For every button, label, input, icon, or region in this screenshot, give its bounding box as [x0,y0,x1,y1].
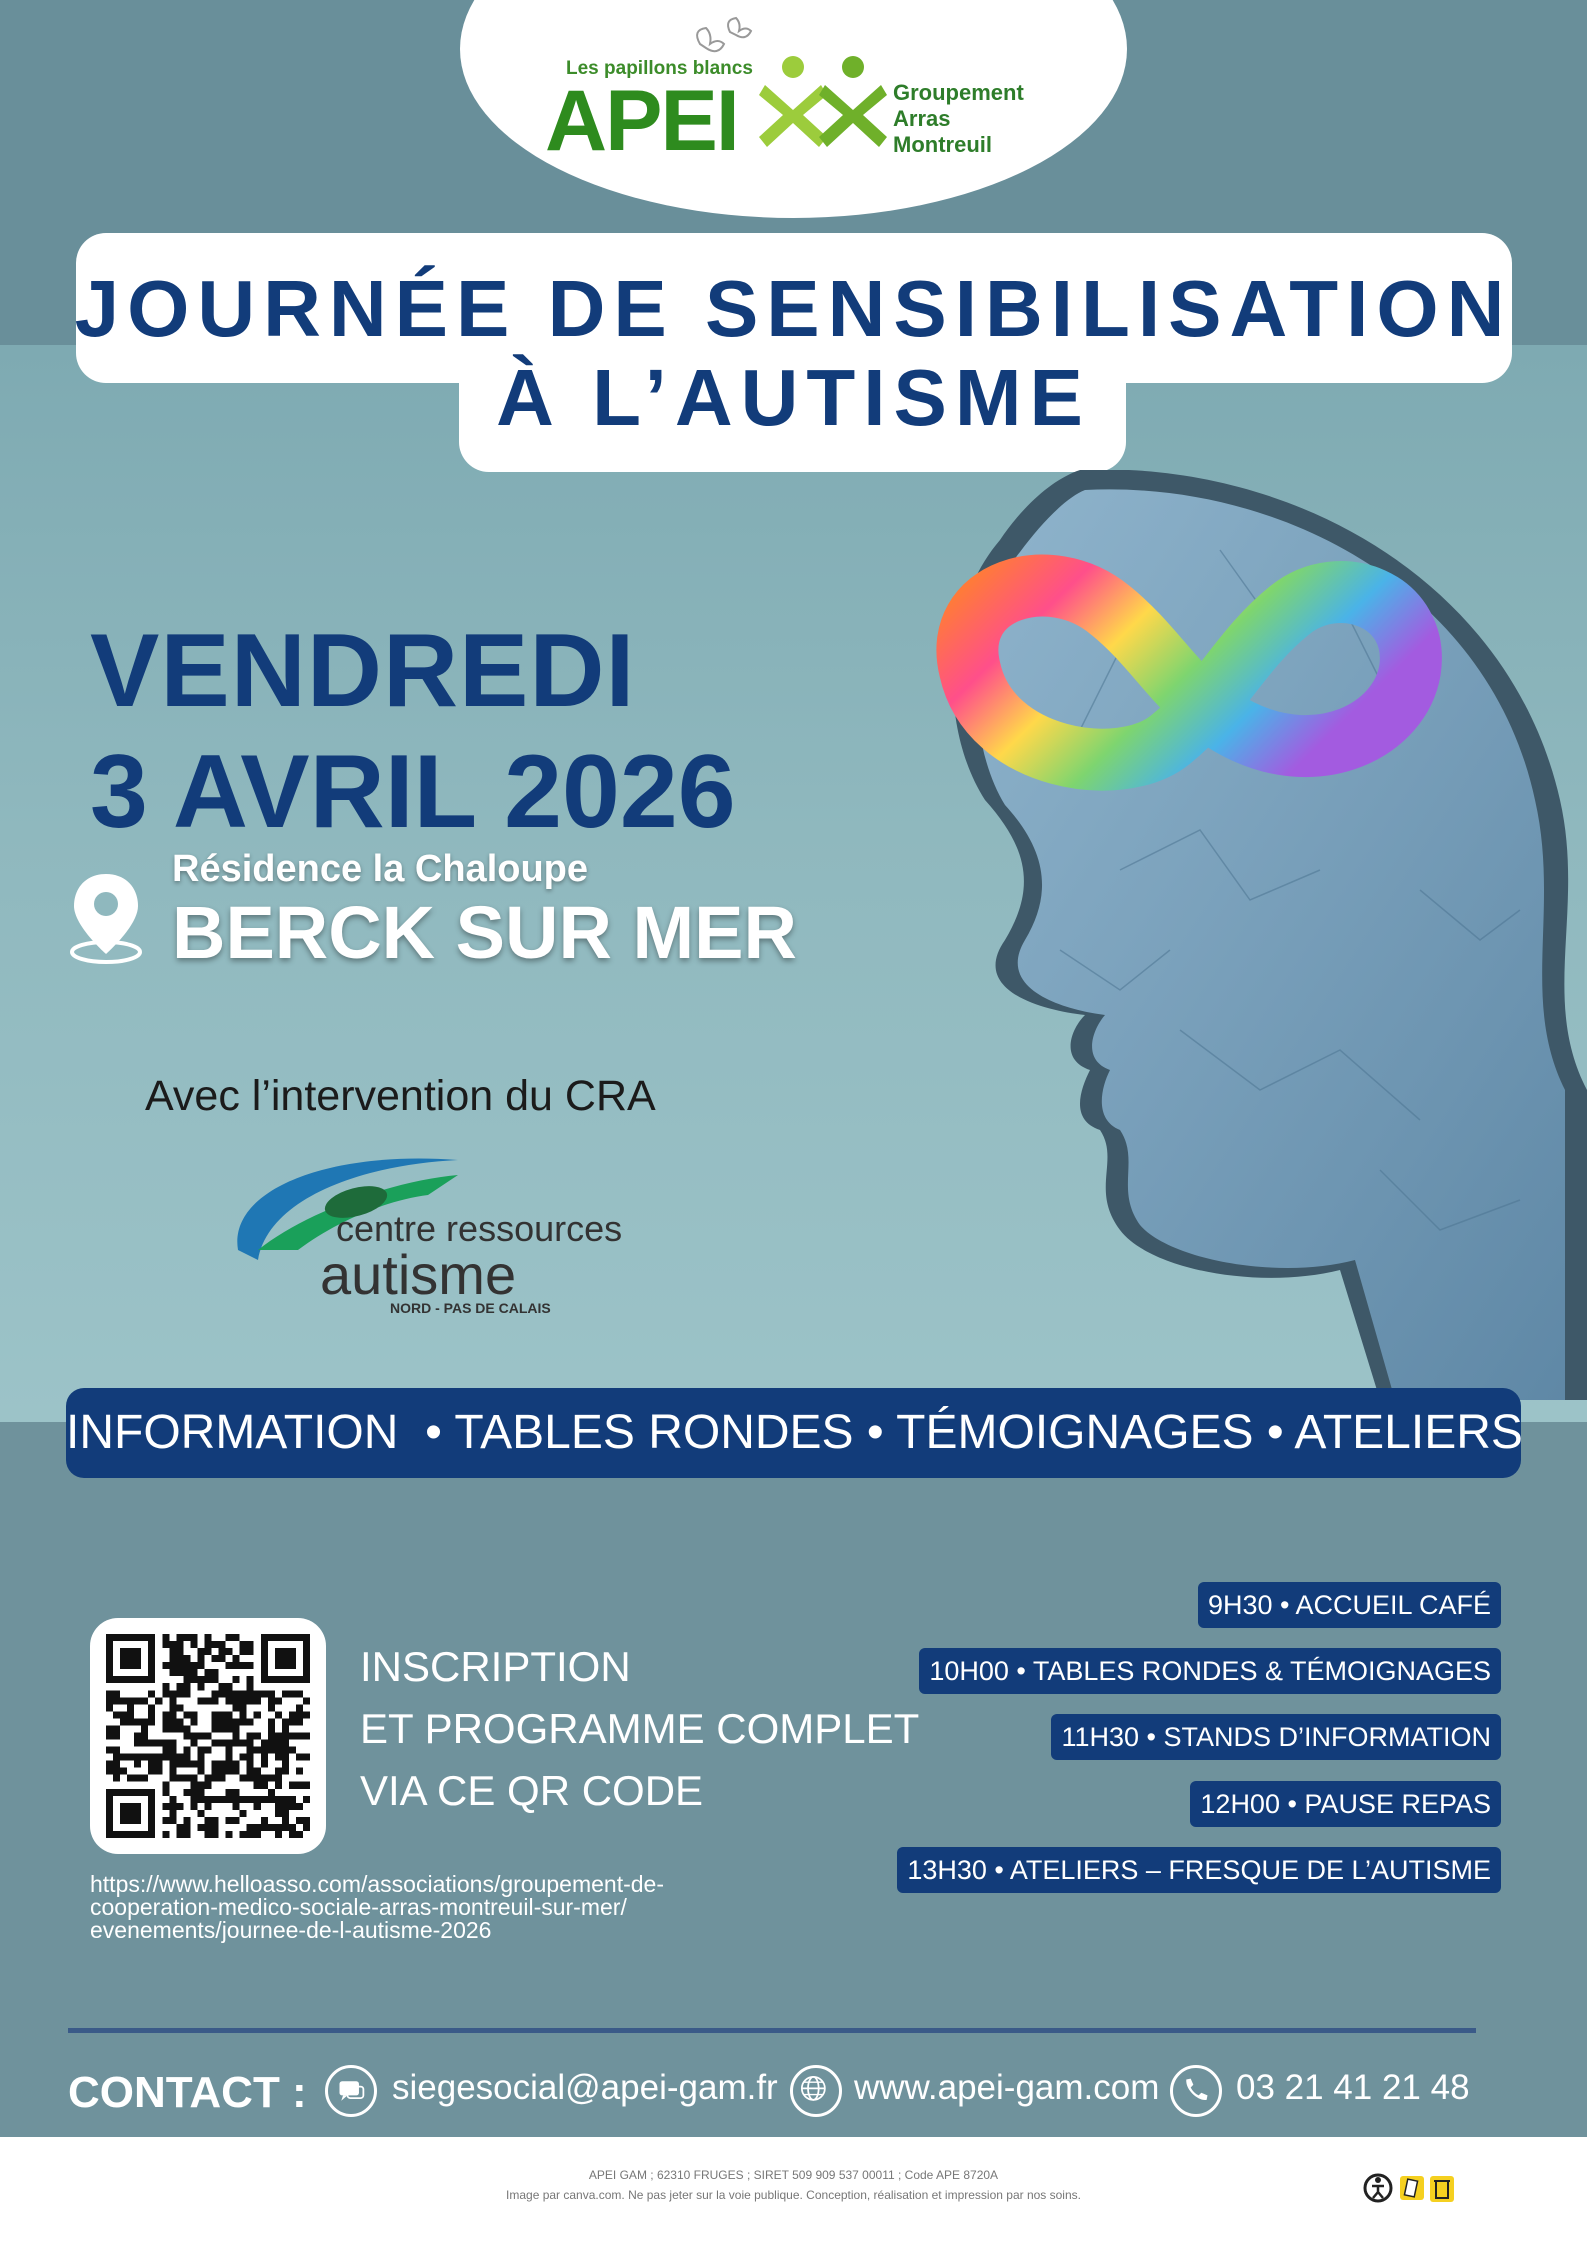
registration-url[interactable]: https://www.helloasso.com/associations/groupement-de- [90,1871,665,1897]
event-day: VENDREDI [90,613,636,729]
registration-line: VIA CE QR CODE [360,1767,704,1814]
schedule-item: 11H30 • STANDS D’INFORMATION [1051,1714,1501,1760]
topics-banner-text: INFORMATION • TABLES RONDES • TÉMOIGNAGES • ATELIERS [66,1406,1523,1459]
globe-icon [790,2065,842,2117]
butterfly-icon [690,14,770,64]
registration-url[interactable]: cooperation-medico-sociale-arras-montreuil-sur-mer/ [90,1894,627,1920]
map-pin-icon [66,870,146,966]
accessibility-icon [1365,2175,1391,2201]
schedule-item: 13H30 • ATELIERS – FRESQUE DE L’AUTISME [897,1847,1501,1893]
schedule-item: 12H00 • PAUSE REPAS [1190,1781,1501,1827]
contact-email[interactable]: siegesocial@apei-gam.fr [392,2068,778,2107]
logo-group-line: Groupement [893,80,1024,105]
logo-tagline: Les papillons blancs [566,58,753,79]
venue-name: Résidence la Chaloupe [172,848,589,890]
contact-phone[interactable]: 03 21 41 21 48 [1236,2068,1470,2107]
logo-group-line: Arras [893,106,951,131]
recycle-icon [1430,2176,1454,2202]
registration-line: ET PROGRAMME COMPLET [360,1705,920,1752]
event-date: 3 AVRIL 2026 [90,734,736,850]
schedule-item: 9H30 • ACCUEIL CAFÉ [1198,1582,1501,1628]
logo-group-line: Montreuil [893,132,992,157]
footer-icons [1360,2170,1464,2206]
cra-logo-text-3: NORD - PAS DE CALAIS [390,1300,551,1316]
cra-intro: Avec l’intervention du CRA [145,1072,656,1120]
contact-divider [68,2028,1476,2033]
cra-logo-text-2: autisme [320,1243,517,1306]
phone-icon [1170,2065,1222,2117]
logo-group-name [893,80,1024,158]
footer-legal: APEI GAM ; 62310 FRUGES ; SIRET 509 909 537 00011 ; Code APE 8720A [588,2168,999,2182]
qr-code[interactable] [106,1634,310,1838]
registration-line: INSCRIPTION [360,1643,631,1690]
footer-notice: Image par canva.com. Ne pas jeter sur la voie publique. Conception, réalisation et impression par nos soins. [506,2188,1081,2202]
chat-icon [325,2065,377,2117]
head-infinity-illustration [820,470,1587,1400]
registration-url[interactable]: evenements/journee-de-l-autisme-2026 [90,1917,492,1943]
contact-label: CONTACT : [68,2068,307,2117]
logo-name: APEI [545,73,738,169]
contact-website[interactable]: www.apei-gam.com [854,2068,1160,2107]
venue-city: BERCK SUR MER [172,891,797,974]
page-title-line2: À L’AUTISME [496,353,1091,442]
page-title-line1: JOURNÉE DE SENSIBILISATION [74,264,1513,353]
schedule-item: 10H00 • TABLES RONDES & TÉMOIGNAGES [919,1648,1501,1694]
cra-logo-text-1: centre ressources [336,1208,623,1249]
